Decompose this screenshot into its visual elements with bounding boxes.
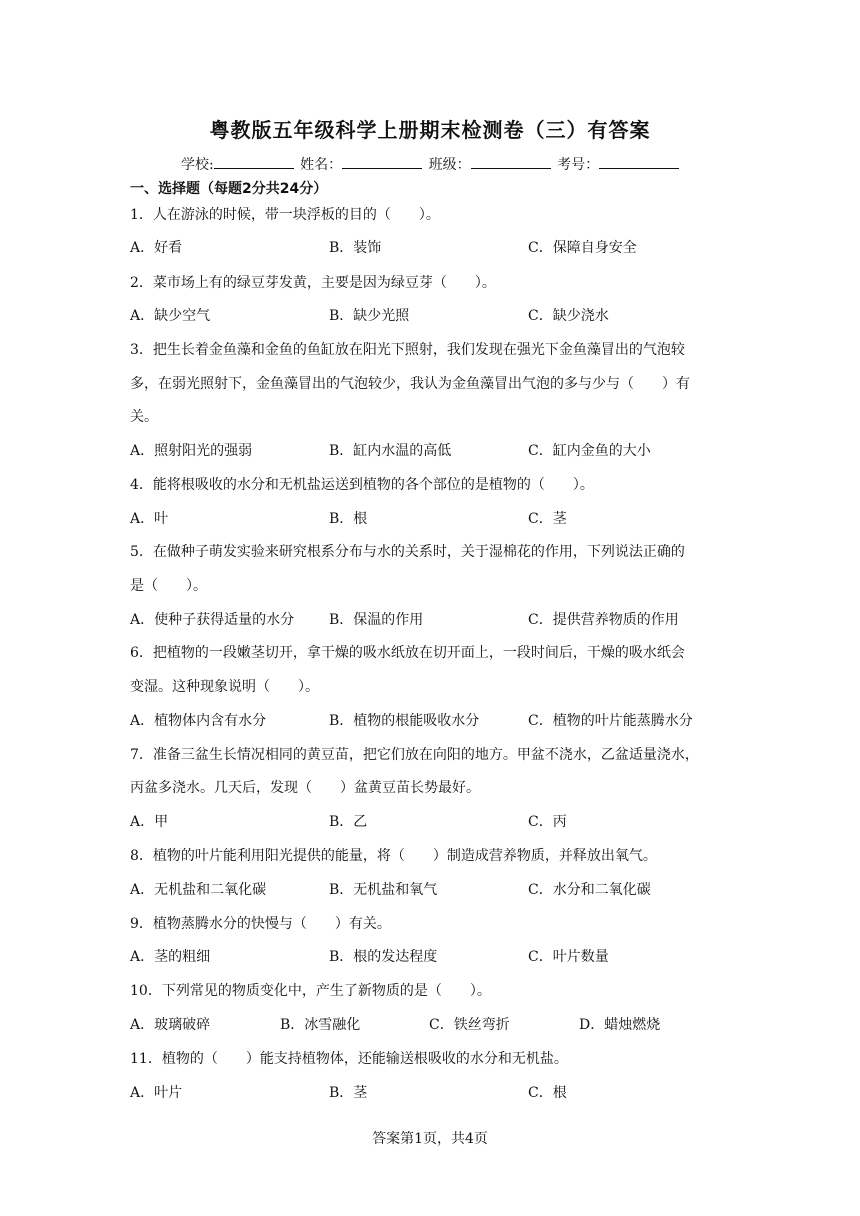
question-6-line-2: 变湿。这种现象说明（ ）。	[130, 679, 319, 695]
exam-no-blank[interactable]	[599, 154, 679, 169]
option-b[interactable]: B．根的发达程度	[329, 949, 438, 965]
option-a[interactable]: A．甲	[130, 814, 169, 830]
question-11-options	[130, 1082, 730, 1102]
school-label: 学校:	[181, 157, 214, 173]
option-c[interactable]: C．保障自身安全	[528, 240, 637, 256]
option-b[interactable]: B．植物的根能吸收水分	[329, 713, 480, 729]
option-a[interactable]: A．茎的粗细	[130, 949, 211, 965]
option-b[interactable]: B．缸内水温的高低	[329, 443, 452, 459]
name-label: 姓名：	[300, 157, 343, 173]
question-9: 9．植物蒸腾水分的快慢与（ ）有关。	[130, 916, 391, 932]
option-b[interactable]: B．无机盐和氧气	[329, 882, 438, 898]
option-b[interactable]: B．装饰	[329, 240, 382, 256]
option-d[interactable]: D．蜡烛燃烧	[579, 1017, 661, 1033]
option-b[interactable]: B．根	[329, 511, 368, 527]
option-b[interactable]: B．缺少光照	[329, 308, 410, 324]
question-5-line-2: 是（ ）。	[130, 578, 207, 594]
question-2: 2．菜市场上有的绿豆芽发黄，主要是因为绿豆芽（ ）。	[130, 275, 496, 291]
question-3-line-2: 多，在弱光照射下，金鱼藻冒出的气泡较少，我认为金鱼藻冒出气泡的多与少与（ ）有	[130, 376, 690, 392]
question-7-options	[130, 811, 730, 831]
option-b[interactable]: B．冰雪融化	[280, 1017, 361, 1033]
question-6-options	[130, 710, 730, 730]
question-1: 1．人在游泳的时候，带一块浮板的目的（ ）。	[130, 207, 440, 223]
question-5-line-1: 5．在做种子萌发实验来研究根系分布与水的关系时，关于湿棉花的作用，下列说法正确的	[130, 544, 685, 560]
option-b[interactable]: B．乙	[329, 814, 368, 830]
question-10: 10．下列常见的物质变化中，产生了新物质的是（ ）。	[130, 983, 491, 999]
exam-no-label: 考号：	[557, 157, 600, 173]
option-c[interactable]: C．叶片数量	[528, 949, 609, 965]
question-3-options	[130, 440, 730, 460]
page-footer: 答案第1页，共4页	[372, 1131, 488, 1147]
school-blank[interactable]	[214, 154, 294, 169]
question-11: 11．植物的（ ）能支持植物体，还能输送根吸收的水分和无机盐。	[130, 1051, 568, 1067]
option-c[interactable]: C．提供营养物质的作用	[528, 612, 679, 628]
option-c[interactable]: C．缸内金鱼的大小	[528, 443, 651, 459]
question-4: 4．能将根吸收的水分和无机盐运送到植物的各个部位的是植物的（ ）。	[130, 477, 594, 493]
question-2-options	[130, 305, 730, 325]
option-c[interactable]: C．茎	[528, 511, 567, 527]
question-1-options	[130, 237, 730, 257]
option-a[interactable]: A．无机盐和二氧化碳	[130, 882, 267, 898]
option-c[interactable]: C．铁丝弯折	[429, 1017, 510, 1033]
question-7-line-2: 丙盆多浇水。几天后，发现（ ）盆黄豆苗长势最好。	[130, 780, 480, 796]
option-c[interactable]: C．缺少浇水	[528, 308, 609, 324]
class-blank[interactable]	[471, 154, 551, 169]
question-3-line-1: 3．把生长着金鱼藻和金鱼的鱼缸放在阳光下照射，我们发现在强光下金鱼藻冒出的气泡较	[130, 342, 685, 358]
option-c[interactable]: C．根	[528, 1085, 567, 1101]
option-a[interactable]: A．好看	[130, 240, 183, 256]
question-7-line-1: 7．准备三盆生长情况相同的黄豆苗，把它们放在向阳的地方。甲盆不浇水，乙盆适量浇水，	[130, 747, 699, 763]
option-a[interactable]: A．叶	[130, 511, 169, 527]
question-10-options	[130, 1014, 730, 1034]
question-6-line-1: 6．把植物的一段嫩茎切开，拿干燥的吸水纸放在切开面上，一段时间后，干燥的吸水纸会	[130, 645, 685, 661]
option-a[interactable]: A．照射阳光的强弱	[130, 443, 253, 459]
option-c[interactable]: C．水分和二氧化碳	[528, 882, 651, 898]
section-heading: 一、选择题（每题2分共24分）	[130, 181, 328, 197]
name-blank[interactable]	[342, 154, 422, 169]
question-3-line-3: 关。	[130, 409, 158, 425]
class-label: 班级：	[428, 157, 471, 173]
option-c[interactable]: C．植物的叶片能蒸腾水分	[528, 713, 693, 729]
option-a[interactable]: A．玻璃破碎	[130, 1017, 211, 1033]
question-4-options	[130, 508, 730, 528]
question-8: 8．植物的叶片能利用阳光提供的能量，将（ ）制造成营养物质，并释放出氧气。	[130, 848, 657, 864]
option-a[interactable]: A．叶片	[130, 1085, 183, 1101]
question-5-options	[130, 609, 730, 629]
page-title: 粤教版五年级科学上册期末检测卷（三）有答案	[209, 118, 651, 142]
option-a[interactable]: A．植物体内含有水分	[130, 713, 267, 729]
option-b[interactable]: B．茎	[329, 1085, 368, 1101]
option-b[interactable]: B．保温的作用	[329, 612, 424, 628]
question-9-options	[130, 946, 730, 966]
student-info-row	[181, 154, 681, 174]
option-a[interactable]: A．缺少空气	[130, 308, 211, 324]
question-8-options	[130, 879, 730, 899]
option-c[interactable]: C．丙	[528, 814, 567, 830]
option-a[interactable]: A．使种子获得适量的水分	[130, 612, 295, 628]
